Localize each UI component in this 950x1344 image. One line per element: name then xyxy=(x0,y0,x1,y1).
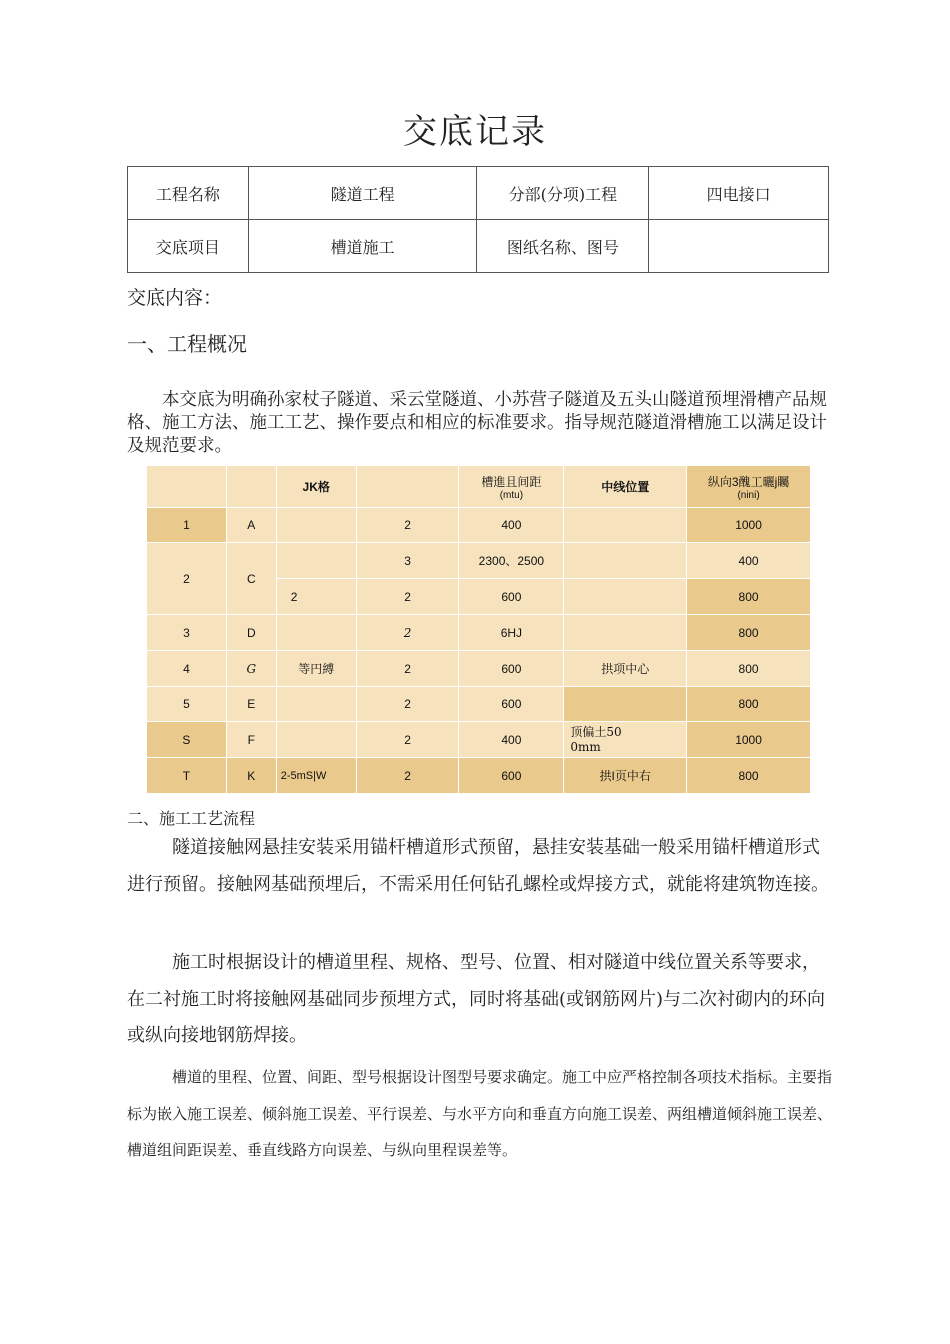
process-paragraph: 施工时根据设计的槽道里程、规格、型号、位置、相对隧道中线位置关系等要求，在二衬施工时将接触网基础同步预埋方式，同时将基础(或钢筋网片)与二次衬砌内的环向或纵向接地钢筋焊接。 xyxy=(127,952,826,1046)
overview-paragraph: 本交底为明确孙家杖子隧道、采云堂隧道、小苏营子隧道及五头山隧道预埋滑槽产品规格、施工方法、施工工艺、操作要点和相应的标准要求。指导规范隧道滑槽施工以满足设计及规范要求。 xyxy=(127,390,827,456)
subproject-label: 分部(分项)工程 xyxy=(477,167,649,220)
table-cell: 拱I页中右 xyxy=(564,758,687,794)
process-paragraph: 隧道接触网悬挂安装采用锚杆槽道形式预留，悬挂安装基础一般采用锚杆槽道形式进行预留。接触网基础预埋后，不需采用任何钻孔螺栓或焊接方式，就能将建筑物连接。 xyxy=(127,837,829,895)
table-cell: 拱项中心 xyxy=(564,651,687,687)
table-cell: 2 xyxy=(356,508,459,543)
table-cell: 2 xyxy=(356,651,459,687)
table-cell: F xyxy=(226,722,276,758)
table-cell: 6HJ xyxy=(459,615,564,651)
table-cell: 4 xyxy=(147,651,227,687)
table-cell xyxy=(276,508,356,543)
drawing-label: 图纸名称、图号 xyxy=(477,220,649,273)
table-row xyxy=(147,651,811,687)
table-cell: G xyxy=(226,651,276,687)
table-cell: 3 xyxy=(147,615,227,651)
table-cell: 600 xyxy=(459,758,564,794)
table-row xyxy=(147,722,811,758)
table-cell: T xyxy=(147,758,227,794)
table-cell: 800 xyxy=(687,758,811,794)
table-cell xyxy=(276,615,356,651)
table-cell: 2300、2500 xyxy=(459,543,564,579)
table-cell: E xyxy=(226,687,276,722)
table-cell: 600 xyxy=(459,687,564,722)
table-cell xyxy=(564,508,687,543)
table-cell: S xyxy=(147,722,227,758)
table-cell: 顶偏土50 0mm xyxy=(564,722,687,758)
header-table xyxy=(127,166,829,273)
project-name-label: 工程名称 xyxy=(128,167,249,220)
longitudinal-header-unit: (nini) xyxy=(737,489,760,501)
table-cell: 1000 xyxy=(687,508,811,543)
table-cell: 5 xyxy=(147,687,227,722)
item-label: 交底项目 xyxy=(128,220,249,273)
spec-header-spec: JK格 xyxy=(276,466,356,508)
table-cell: 800 xyxy=(687,651,811,687)
table-cell: 400 xyxy=(459,508,564,543)
spacing-header-unit: (mtu) xyxy=(499,489,524,501)
table-cell: 2 xyxy=(276,579,356,615)
drawing-value xyxy=(649,220,829,273)
table-row xyxy=(147,615,811,651)
table-cell: 800 xyxy=(687,579,811,615)
spec-header-row xyxy=(147,466,811,508)
spec-header-spacing xyxy=(459,466,564,508)
spec-header-centerline: 中线位置 xyxy=(564,466,687,508)
table-cell xyxy=(564,687,687,722)
section-1-heading: 一、工程概况 xyxy=(127,332,247,356)
table-row xyxy=(147,758,811,794)
page-title: 交底记录 xyxy=(403,112,547,152)
process-paragraph: 槽道的里程、位置、间距、型号根据设计图型号要求确定。施工中应严格控制各项技术指标。主要指标为嵌入施工误差、倾斜施工误差、平行误差、与水平方向和垂直方向施工误差、两组槽道倾斜施工误差、槽道组间距误差、垂直线路方向误差、与纵向里程误差等。 xyxy=(127,1068,833,1159)
table-cell xyxy=(276,687,356,722)
table-cell: 800 xyxy=(687,615,811,651)
table-cell: K xyxy=(226,758,276,794)
table-cell xyxy=(564,579,687,615)
table-cell: 3 xyxy=(356,543,459,579)
spec-header-longitudinal xyxy=(687,466,811,508)
table-row xyxy=(147,543,811,579)
table-cell: D xyxy=(226,615,276,651)
spec-header-cell xyxy=(356,466,459,508)
subproject-value: 四电接口 xyxy=(649,167,829,220)
table-cell: 600 xyxy=(459,579,564,615)
table-cell: 800 xyxy=(687,687,811,722)
item-value: 槽道施工 xyxy=(248,220,477,273)
table-cell: 600 xyxy=(459,651,564,687)
table-cell xyxy=(564,615,687,651)
spec-header-cell xyxy=(147,466,227,508)
spec-header-cell xyxy=(226,466,276,508)
project-name-value: 隧道工程 xyxy=(248,167,477,220)
table-cell xyxy=(276,722,356,758)
table-cell: 2 xyxy=(356,579,459,615)
spec-table xyxy=(146,465,811,794)
header-row xyxy=(128,167,829,220)
table-cell: 2 xyxy=(147,543,227,615)
longitudinal-header-text: 纵向3醜工曬j矚 xyxy=(707,474,790,489)
table-row xyxy=(147,508,811,543)
table-cell: 2 xyxy=(356,722,459,758)
table-cell: 2 xyxy=(356,615,459,651)
table-cell: 2-5mS|W xyxy=(276,758,356,794)
table-cell xyxy=(276,543,356,579)
table-cell: A xyxy=(226,508,276,543)
table-cell: C xyxy=(226,543,276,615)
table-cell: 1 xyxy=(147,508,227,543)
section-2-heading: 二、施工工艺流程 xyxy=(127,809,256,828)
table-cell: 2 xyxy=(356,758,459,794)
table-cell: 1000 xyxy=(687,722,811,758)
content-label: 交底内容： xyxy=(127,287,223,309)
header-row xyxy=(128,220,829,273)
table-cell xyxy=(564,543,687,579)
table-row xyxy=(147,687,811,722)
table-cell: 等円縛 xyxy=(276,651,356,687)
table-cell: 400 xyxy=(687,543,811,579)
table-cell: 400 xyxy=(459,722,564,758)
table-cell: 2 xyxy=(356,687,459,722)
spacing-header-text: 槽進且间距 xyxy=(481,474,542,489)
